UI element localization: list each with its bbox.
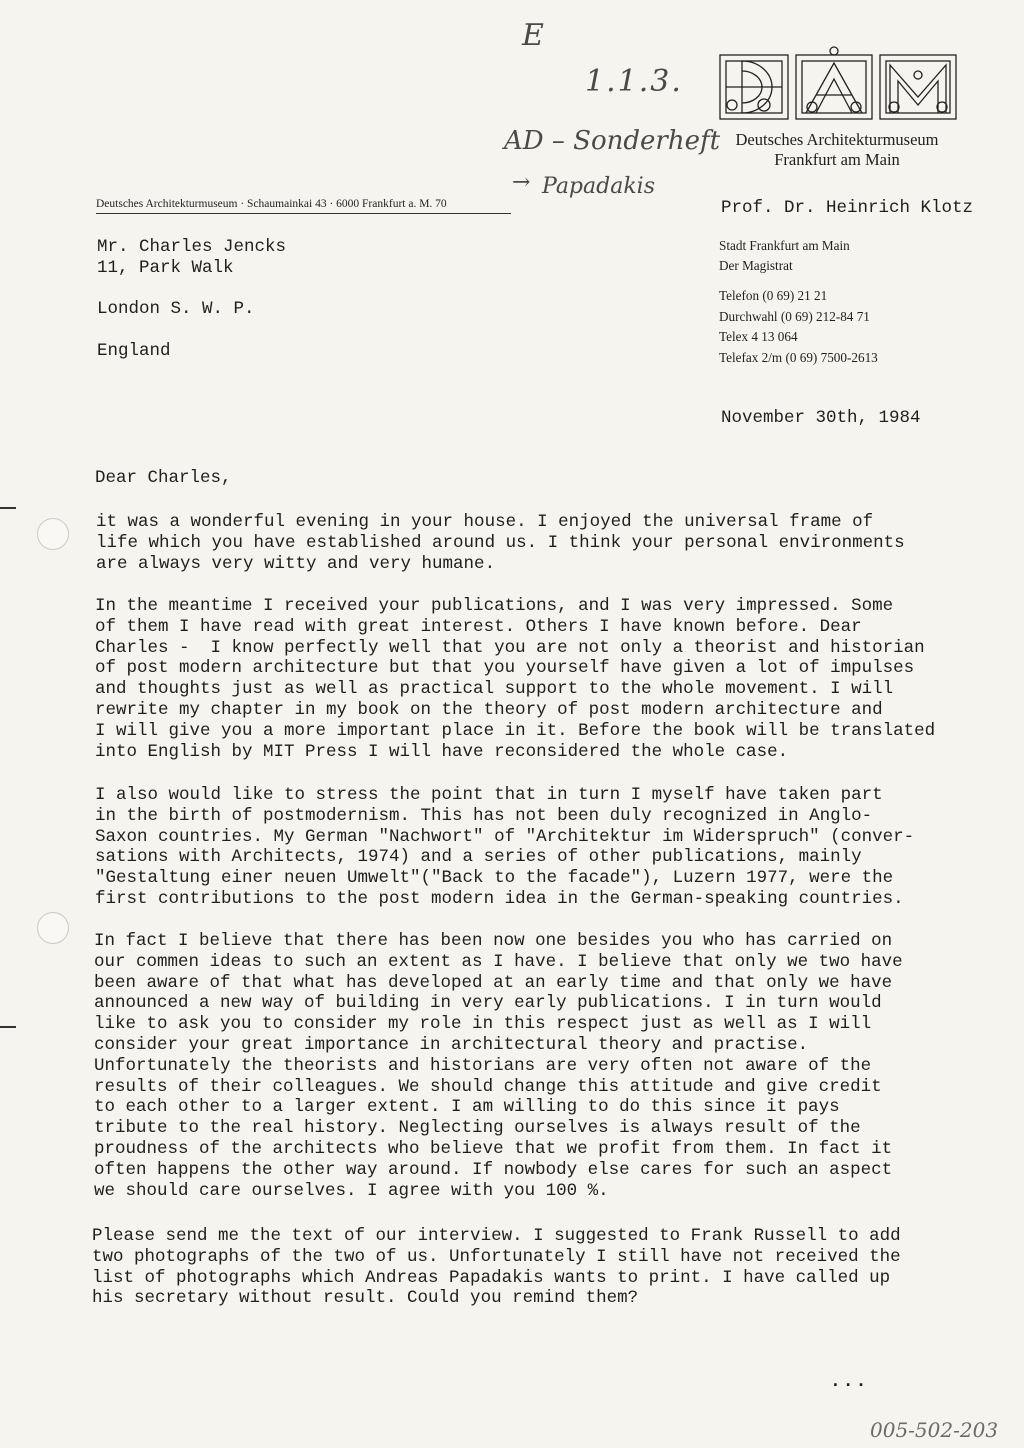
dam-logo [718, 45, 958, 127]
continuation-mark: ... [830, 1372, 869, 1392]
body-paragraph-4: In fact I believe that there has been now one besides you who has carried on our commen ideas to such an extent as I have. I believe that only we two have been aware of that what has developed at an early time and that only we have announced a new way of building in very early publications. I in turn would like to ask you to consider my role in this respect just as well as I will consider your great importance in architectural theory and practise. Unfortunately the theorists and historians are very often not aware of the results of their colleagues. We should change this attitude and give credit to each other to a larger extent. I am willing to do this since it pays tribute to the real history. Neglecting ourselves is always result of the proudness of the architects who believe that we profit from them. In fact it often happens the other way around. If nowbody else cares for such an aspect we should care ourselves. I agree with you 100 %. [94, 931, 903, 1201]
handwritten-reference-number: 1.1.3. [585, 64, 683, 99]
body-paragraph-5: Please send me the text of our interview. I suggested to Frank Russell to add two photographs of the two of us. Unfortunately I still have not received the list of photographs which Andreas Papadakis wants to print. I have called up his secretary without result. Could you remind them? [92, 1226, 901, 1309]
contact-direct: Durchwahl (0 69) 212-84 71 [719, 308, 870, 324]
fold-mark [0, 1026, 16, 1028]
office-line-2: Der Magistrat [719, 258, 793, 273]
contact-block [719, 286, 878, 368]
museum-name-line-1: Deutsches Architekturmuseum [735, 130, 939, 149]
contact-phone: Telefon (0 69) 21 21 [719, 288, 828, 303]
office-block [719, 236, 850, 276]
museum-name-line-2: Frankfurt am Main [774, 150, 900, 169]
archive-number: 005-502-203 [870, 1418, 999, 1442]
body-paragraph-1: it was a wonderful evening in your house. I enjoyed the universal frame of life which you have established around us. I think your personal environments are always very witty and very humane. [96, 512, 905, 574]
contact-telefax: Telefax 2/m (0 69) 7500-2613 [719, 349, 878, 365]
recipient-city: London S. W. P. [97, 299, 255, 320]
recipient-street: 11, Park Walk [97, 257, 234, 278]
handwritten-letter-e: E [522, 18, 544, 53]
fold-mark [0, 507, 16, 509]
recipient-address [97, 237, 286, 362]
handwritten-ad-note: AD – Sonderheft [504, 126, 721, 156]
punch-hole-icon [37, 518, 69, 550]
salutation: Dear Charles, [95, 468, 232, 488]
recipient-name: Mr. Charles Jencks [97, 237, 287, 257]
museum-name [712, 130, 962, 170]
contact-telex: Telex 4 13 064 [719, 329, 798, 344]
punch-hole-icon [37, 912, 69, 944]
letter-date: November 30th, 1984 [721, 408, 921, 428]
sender-address-line: Deutsches Architekturmuseum · Schaumainkai 43 · 6000 Frankfurt a. M. 70 [96, 198, 511, 214]
handwritten-arrow-icon: → [512, 170, 531, 195]
recipient-country: England [97, 340, 171, 361]
body-paragraph-3: I also would like to stress the point that in turn I myself have taken part in the birth of postmodernism. This has not been duly recognized in Anglo- Saxon countries. My German "Nachwort" of "Architektur im Widerspruch" (conver- sations with Architects, 1974) and a series of other publications, mainly "Gestaltung einer neuen Umwelt"("Back to the facade"), Luzern 1977, were the first contributions to the post modern idea in the German-speaking countries. [95, 785, 915, 909]
body-paragraph-2: In the meantime I received your publications, and I was very impressed. Some of them I have read with great interest. Others I have known before. Dear Charles - I know perfectly well that you are not only a theorist and historian of post modern architecture but that you yourself have given a lot of impulses and thoughts just as well as practical support to the whole movement. I will rewrite my chapter in my book on the theory of post modern architecture and I will give you a more important place in it. Before the book will be translated into English by MIT Press I will have reconsidered the whole case. [95, 596, 936, 762]
recipient-spacer-2 [97, 320, 286, 341]
office-line-1: Stadt Frankfurt am Main [719, 238, 850, 253]
director-name: Prof. Dr. Heinrich Klotz [721, 198, 974, 218]
recipient-spacer [97, 279, 286, 300]
handwritten-papadakis-note: Papadakis [542, 174, 655, 199]
